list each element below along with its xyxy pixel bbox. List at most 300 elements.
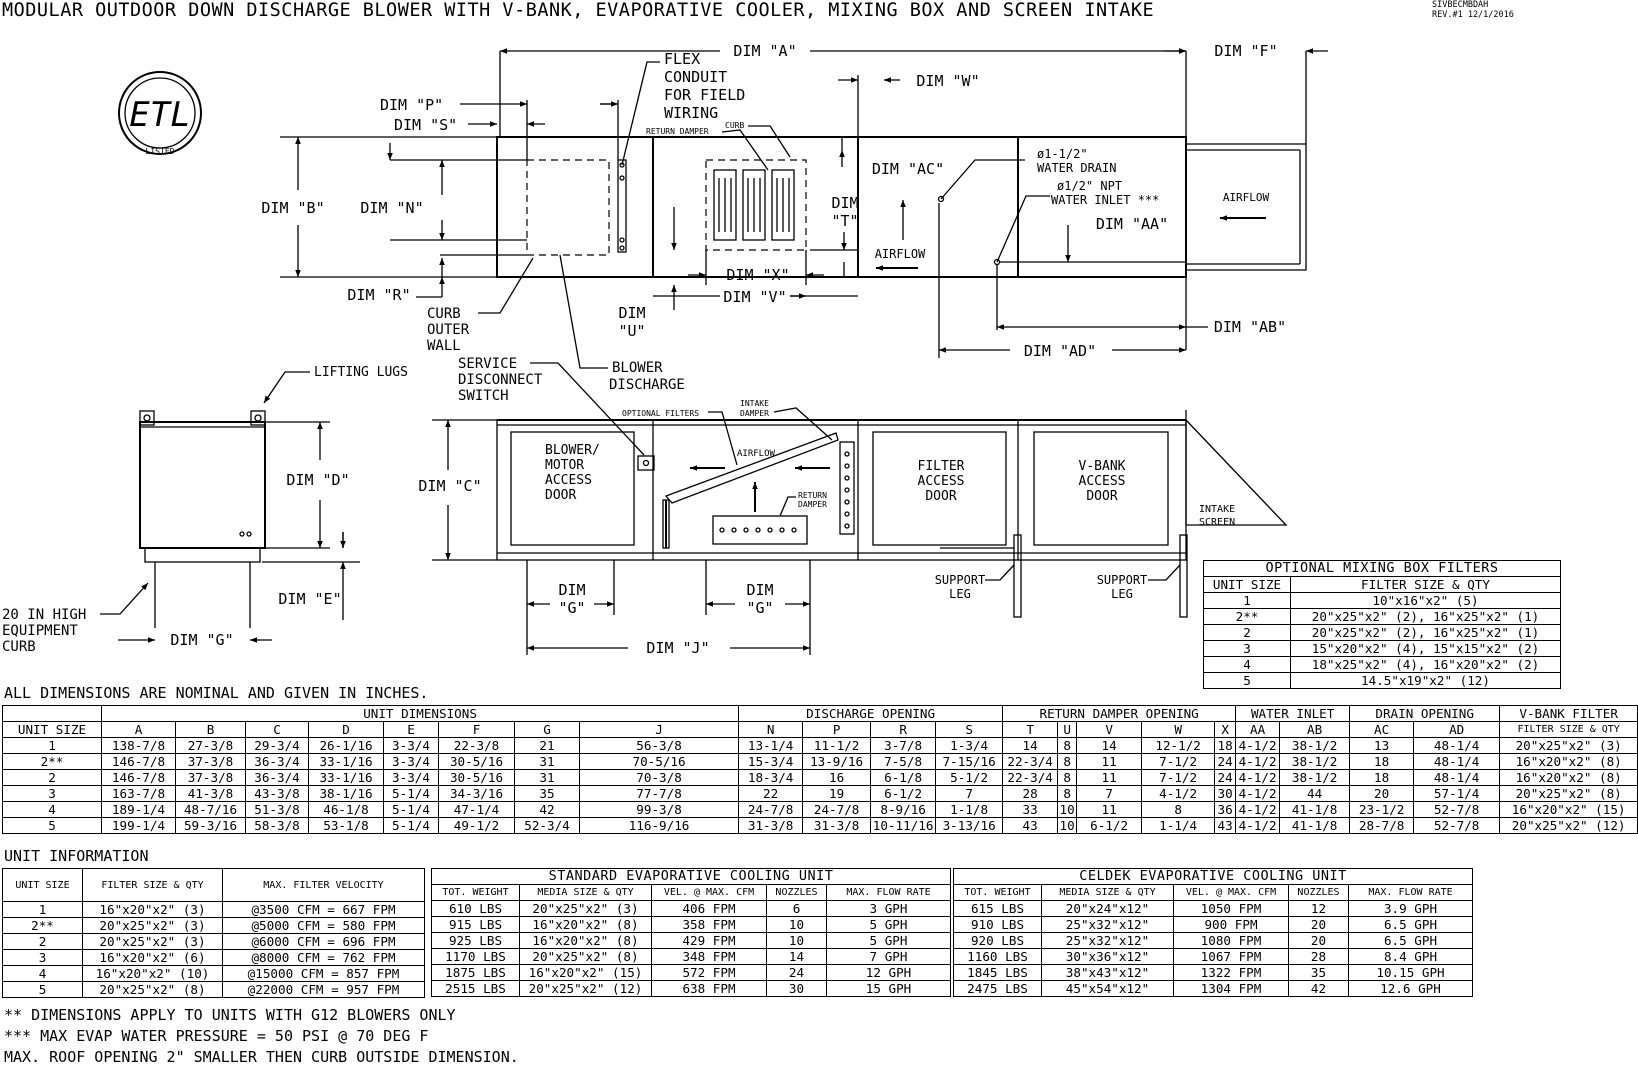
dim-row-cell: 38-1/2 bbox=[1280, 770, 1350, 786]
dim-body bbox=[3, 738, 1638, 834]
dim-p-label: DIM "P" bbox=[380, 96, 444, 114]
blower-door-label-1: BLOWER/ bbox=[545, 443, 600, 458]
dim-g-label-1a: DIM bbox=[558, 581, 586, 599]
dim-row-cell: 1-1/4 bbox=[1142, 818, 1215, 834]
dim-row-cell: 11 bbox=[1077, 770, 1142, 786]
dim-row-cell: 146-7/8 bbox=[102, 754, 176, 770]
dim-row-cell: 18 bbox=[1215, 738, 1236, 754]
dim-row-cell: 11-1/2 bbox=[803, 738, 871, 754]
dim-column-header: G bbox=[515, 722, 580, 738]
ui-row bbox=[3, 934, 425, 950]
dim-row-cell: 36-3/4 bbox=[246, 754, 309, 770]
dim-ad-label: DIM "AD" bbox=[1023, 342, 1097, 360]
ui-row-cell: 2 bbox=[3, 934, 83, 950]
mbf-row bbox=[1204, 641, 1561, 657]
std-row-cell: 1875 LBS bbox=[432, 965, 520, 981]
dim-t-label-2: "T" bbox=[831, 212, 859, 230]
dim-row-cell: 11 bbox=[1077, 754, 1142, 770]
dim-r-label: DIM "R" bbox=[347, 286, 411, 304]
dim-row-cell: 6-1/2 bbox=[1077, 818, 1142, 834]
dim-row-cell: 22-3/4 bbox=[1003, 770, 1058, 786]
dim-row-cell: 13 bbox=[1350, 738, 1414, 754]
dim-row-cell: 36-3/4 bbox=[246, 770, 309, 786]
dim-row-cell: 24 bbox=[1215, 754, 1236, 770]
ui-row-cell: 5 bbox=[3, 982, 83, 998]
airflow-label-side: AIRFLOW bbox=[737, 449, 775, 459]
dim-row-cell: 31 bbox=[515, 754, 580, 770]
std-row-cell: 406 FPM bbox=[652, 901, 767, 917]
std-row bbox=[432, 901, 951, 917]
dim-row-cell: 28 bbox=[1003, 786, 1058, 802]
dim-row-cell: 4-1/2 bbox=[1236, 754, 1280, 770]
mbf-row-cell: 4 bbox=[1204, 657, 1291, 673]
dim-row bbox=[3, 818, 1638, 834]
dim-row-cell: 23-1/2 bbox=[1350, 802, 1414, 818]
dim-row-cell: 6-1/8 bbox=[871, 770, 936, 786]
std-row-cell: 20"x25"x2" (8) bbox=[520, 949, 652, 965]
curb-20in-label-2: EQUIPMENT bbox=[2, 623, 78, 639]
cel-column-header: VEL. @ MAX. CFM bbox=[1174, 885, 1289, 901]
dim-row-cell: 4-1/2 bbox=[1142, 786, 1215, 802]
std-row bbox=[432, 981, 951, 997]
dim-row-cell: 53-1/8 bbox=[309, 818, 384, 834]
dim-row-cell: 13-1/4 bbox=[739, 738, 803, 754]
dim-group-blank bbox=[3, 706, 102, 722]
ui-row bbox=[3, 950, 425, 966]
cel-row bbox=[954, 965, 1473, 981]
cel-row bbox=[954, 949, 1473, 965]
std-row bbox=[432, 949, 951, 965]
dim-f-label: DIM "F" bbox=[1214, 42, 1278, 60]
mbf-row-cell: 2** bbox=[1204, 609, 1291, 625]
dim-group-discharge: DISCHARGE OPENING bbox=[739, 706, 1003, 722]
dim-row-cell: 14 bbox=[1077, 738, 1142, 754]
std-row-cell: 572 FPM bbox=[652, 965, 767, 981]
std-column-header: TOT. WEIGHT bbox=[432, 885, 520, 901]
dim-row-cell: 22 bbox=[739, 786, 803, 802]
intake-damper-label-2: DAMPER bbox=[740, 409, 769, 418]
std-column-header: MEDIA SIZE & QTY bbox=[520, 885, 652, 901]
mbf-row bbox=[1204, 609, 1561, 625]
dim-row-cell: 48-1/4 bbox=[1414, 738, 1500, 754]
dim-row-cell: 163-7/8 bbox=[102, 786, 176, 802]
dim-column-header: S bbox=[936, 722, 1003, 738]
dim-row-cell: 43 bbox=[1215, 818, 1236, 834]
std-column-header: MAX. FLOW RATE bbox=[827, 885, 951, 901]
std-row-cell: 638 FPM bbox=[652, 981, 767, 997]
ui-row-cell: @3500 CFM = 667 FPM bbox=[223, 902, 425, 918]
ui-row-cell: 16"x20"x2" (3) bbox=[83, 902, 223, 918]
flex-conduit-label-3: FOR FIELD bbox=[664, 86, 746, 104]
support-leg-label-1b: LEG bbox=[949, 587, 971, 601]
dim-column-header: W bbox=[1142, 722, 1215, 738]
dim-row-cell: 16"x20"x2" (8) bbox=[1500, 754, 1638, 770]
dim-row-cell: 29-3/4 bbox=[246, 738, 309, 754]
dim-aa-label: DIM "AA" bbox=[1095, 215, 1169, 233]
water-inlet-size: ø1/2" NPT bbox=[1057, 179, 1123, 193]
dim-x-label: DIM "X" bbox=[726, 266, 790, 284]
dim-row-cell: 99-3/8 bbox=[580, 802, 739, 818]
dim-row-cell: 26-1/16 bbox=[309, 738, 384, 754]
dim-row-cell: 22-3/4 bbox=[1003, 754, 1058, 770]
dim-c-label: DIM "C" bbox=[418, 477, 482, 495]
curb-outer-wall-label-1: CURB bbox=[427, 306, 461, 322]
std-row-cell: 1170 LBS bbox=[432, 949, 520, 965]
std-row-cell: 358 FPM bbox=[652, 917, 767, 933]
dim-row-cell: 38-1/2 bbox=[1280, 754, 1350, 770]
ui-row-cell: 20"x25"x2" (3) bbox=[83, 918, 223, 934]
dim-row-cell: 31-3/8 bbox=[803, 818, 871, 834]
dim-row-cell: 146-7/8 bbox=[102, 770, 176, 786]
revision-date: REV.#1 12/1/2016 bbox=[1432, 10, 1514, 20]
dim-row-cell: 7 bbox=[936, 786, 1003, 802]
std-row bbox=[432, 917, 951, 933]
dim-t-label-1: DIM bbox=[831, 194, 859, 212]
cel-row-cell: 12 bbox=[1289, 901, 1349, 917]
dim-row-cell: 21 bbox=[515, 738, 580, 754]
dim-row-cell: 8 bbox=[1058, 754, 1077, 770]
ui-row-cell: @6000 CFM = 696 FPM bbox=[223, 934, 425, 950]
dim-column-header: U bbox=[1058, 722, 1077, 738]
return-damper-side-label-2: DAMPER bbox=[798, 500, 827, 509]
intake-screen-label-1: INTAKE bbox=[1199, 504, 1236, 515]
cel-row-cell: 1080 FPM bbox=[1174, 933, 1289, 949]
blower-door-label-3: ACCESS bbox=[545, 473, 592, 488]
dim-u-label-2: "U" bbox=[618, 322, 646, 340]
dim-row-cell: 15-3/4 bbox=[739, 754, 803, 770]
dim-group-return: RETURN DAMPER OPENING bbox=[1003, 706, 1236, 722]
support-leg-label-2b: LEG bbox=[1111, 587, 1133, 601]
dim-u-label-1: DIM bbox=[618, 304, 646, 322]
nominal-note: ALL DIMENSIONS ARE NOMINAL AND GIVEN IN INCHES. bbox=[4, 684, 429, 702]
plan-view bbox=[261, 42, 1328, 393]
dim-g-label-2a: DIM bbox=[746, 581, 774, 599]
dim-row-cell: 31 bbox=[515, 770, 580, 786]
dim-row-cell: 43-3/8 bbox=[246, 786, 309, 802]
blower-door-label-2: MOTOR bbox=[545, 458, 585, 473]
std-body bbox=[432, 901, 951, 997]
dim-row-cell: 2** bbox=[3, 754, 102, 770]
dim-row-cell: 77-7/8 bbox=[580, 786, 739, 802]
mbf-body bbox=[1204, 593, 1561, 689]
standard-evap-title: STANDARD EVAPORATIVE COOLING UNIT bbox=[432, 869, 951, 885]
dim-row-cell: 41-1/8 bbox=[1280, 818, 1350, 834]
water-drain-label: WATER DRAIN bbox=[1037, 161, 1117, 175]
mbf-row-cell: 3 bbox=[1204, 641, 1291, 657]
mbf-row-cell: 20"x25"x2" (2), 16"x25"x2" (1) bbox=[1291, 625, 1561, 641]
ui-row-cell: @8000 CFM = 762 FPM bbox=[223, 950, 425, 966]
dim-row-cell: 37-3/8 bbox=[176, 770, 246, 786]
ui-row-cell: 16"x20"x2" (6) bbox=[83, 950, 223, 966]
unit-info-title: UNIT INFORMATION bbox=[4, 847, 149, 865]
cel-row-cell: 920 LBS bbox=[954, 933, 1042, 949]
cel-row-cell: 1160 LBS bbox=[954, 949, 1042, 965]
dim-row-cell: 51-3/8 bbox=[246, 802, 309, 818]
dim-row-cell: 27-3/8 bbox=[176, 738, 246, 754]
etl-logo bbox=[119, 72, 201, 156]
dim-n-label: DIM "N" bbox=[360, 199, 424, 217]
dim-column-header: P bbox=[803, 722, 871, 738]
dim-row-cell: 46-1/8 bbox=[309, 802, 384, 818]
dim-row-cell: 189-1/4 bbox=[102, 802, 176, 818]
dim-row-cell: 48-1/4 bbox=[1414, 754, 1500, 770]
std-column-header: VEL. @ MAX. CFM bbox=[652, 885, 767, 901]
footnote-3: MAX. ROOF OPENING 2" SMALLER THEN CURB OUTSIDE DIMENSION. bbox=[4, 1048, 519, 1066]
standard-evap-table bbox=[431, 868, 951, 997]
cel-row-cell: 20"x24"x12" bbox=[1042, 901, 1174, 917]
dim-group-unit: UNIT DIMENSIONS bbox=[102, 706, 739, 722]
dim-row-cell: 41-1/8 bbox=[1280, 802, 1350, 818]
dim-row-cell: 8 bbox=[1058, 786, 1077, 802]
cel-row bbox=[954, 981, 1473, 997]
dim-row-cell: 43 bbox=[1003, 818, 1058, 834]
ui-row bbox=[3, 966, 425, 982]
curb-20in-label-1: 20 IN HIGH bbox=[2, 607, 87, 623]
dim-row-cell: 30-5/16 bbox=[439, 770, 515, 786]
mbf-row-cell: 1 bbox=[1204, 593, 1291, 609]
cel-row bbox=[954, 917, 1473, 933]
cel-row-cell: 30"x36"x12" bbox=[1042, 949, 1174, 965]
intake-damper-label-1: INTAKE bbox=[740, 399, 769, 408]
dim-row-cell: 31-3/8 bbox=[739, 818, 803, 834]
drawing-id: SIVBECMBDAH bbox=[1432, 0, 1489, 10]
std-row-cell: 348 FPM bbox=[652, 949, 767, 965]
std-row-cell: 10 bbox=[767, 933, 827, 949]
support-leg-label-1a: SUPPORT bbox=[934, 573, 986, 587]
dim-row-cell: 28-7/8 bbox=[1350, 818, 1414, 834]
dim-row-cell: 19 bbox=[803, 786, 871, 802]
dim-row-cell: 3-13/16 bbox=[936, 818, 1003, 834]
mbf-row-cell: 15"x20"x2" (4), 15"x15"x2" (2) bbox=[1291, 641, 1561, 657]
dim-row-cell: 2 bbox=[3, 770, 102, 786]
dim-row bbox=[3, 786, 1638, 802]
ui-row-cell: 20"x25"x2" (3) bbox=[83, 934, 223, 950]
std-row-cell: 30 bbox=[767, 981, 827, 997]
dim-column-header: AD bbox=[1414, 722, 1500, 738]
dim-row-cell: 70-5/16 bbox=[580, 754, 739, 770]
return-damper-label: RETURN DAMPER bbox=[646, 127, 709, 136]
dim-row-cell: 8-9/16 bbox=[871, 802, 936, 818]
blower-discharge-outline bbox=[527, 160, 609, 255]
mbf-row-cell: 10"x16"x2" (5) bbox=[1291, 593, 1561, 609]
dim-row-cell: 49-1/2 bbox=[439, 818, 515, 834]
dim-row-cell: 33 bbox=[1003, 802, 1058, 818]
std-row-cell: 915 LBS bbox=[432, 917, 520, 933]
dim-row-cell: 30 bbox=[1215, 786, 1236, 802]
intake-screen-label-2: SCREEN bbox=[1199, 517, 1236, 528]
dim-row-cell: 6-1/2 bbox=[871, 786, 936, 802]
dim-v-label: DIM "V" bbox=[723, 288, 787, 306]
flex-conduit-label-4: WIRING bbox=[664, 104, 719, 122]
dim-row-cell: 1-3/4 bbox=[936, 738, 1003, 754]
dim-row-cell: 4-1/2 bbox=[1236, 786, 1280, 802]
cel-row-cell: 1067 FPM bbox=[1174, 949, 1289, 965]
footnote-2: *** MAX EVAP WATER PRESSURE = 50 PSI @ 70 DEG F bbox=[4, 1027, 429, 1045]
unit-info-table bbox=[2, 868, 425, 998]
service-switch-label-1: SERVICE bbox=[458, 356, 518, 372]
mixing-box-filters-table bbox=[1203, 560, 1561, 689]
ui-row-cell: @5000 CFM = 580 FPM bbox=[223, 918, 425, 934]
cel-column-header: TOT. WEIGHT bbox=[954, 885, 1042, 901]
dim-row bbox=[3, 754, 1638, 770]
mbf-header-filter-size: FILTER SIZE & QTY bbox=[1291, 577, 1561, 593]
std-row-cell: 16"x20"x2" (8) bbox=[520, 933, 652, 949]
dim-row-cell: 70-3/8 bbox=[580, 770, 739, 786]
std-row-cell: 10 bbox=[767, 917, 827, 933]
std-row-cell: 16"x20"x2" (15) bbox=[520, 965, 652, 981]
dim-row-cell: 1 bbox=[3, 738, 102, 754]
support-leg-label-2a: SUPPORT bbox=[1096, 573, 1148, 587]
dim-row-cell: 5-1/2 bbox=[936, 770, 1003, 786]
dim-row-cell: 33-1/16 bbox=[309, 770, 384, 786]
dim-row-cell: 20 bbox=[1350, 786, 1414, 802]
dim-ac-label: DIM "AC" bbox=[871, 160, 945, 178]
dim-row-cell: 4-1/2 bbox=[1236, 818, 1280, 834]
dim-column-header: X bbox=[1215, 722, 1236, 738]
lifting-lugs-label: LIFTING LUGS bbox=[314, 365, 408, 380]
dim-row-cell: 42 bbox=[515, 802, 580, 818]
dim-row-cell: 33-1/16 bbox=[309, 754, 384, 770]
std-row-cell: 24 bbox=[767, 965, 827, 981]
water-drain-size: ø1-1/2" bbox=[1037, 147, 1088, 161]
dim-row-cell: 16"x20"x2" (15) bbox=[1500, 802, 1638, 818]
curb-outer-wall-label-3: WALL bbox=[427, 338, 461, 354]
std-row-cell: 5 GPH bbox=[827, 933, 951, 949]
std-row-cell: 12 GPH bbox=[827, 965, 951, 981]
dim-column-header: AA bbox=[1236, 722, 1280, 738]
dimensions-table bbox=[2, 705, 1638, 834]
dim-g-label-end: DIM "G" bbox=[170, 631, 234, 649]
dim-row bbox=[3, 738, 1638, 754]
dim-row-cell: 8 bbox=[1058, 738, 1077, 754]
std-row-cell: 610 LBS bbox=[432, 901, 520, 917]
dim-row-cell: 14 bbox=[1003, 738, 1058, 754]
std-row-cell: 7 GPH bbox=[827, 949, 951, 965]
dim-b-label: DIM "B" bbox=[261, 199, 325, 217]
mbf-row bbox=[1204, 673, 1561, 689]
std-row-cell: 5 GPH bbox=[827, 917, 951, 933]
return-damper-outline bbox=[706, 160, 806, 250]
dim-row-cell: 1-1/8 bbox=[936, 802, 1003, 818]
dim-row-cell: 44 bbox=[1280, 786, 1350, 802]
dim-row-cell: 24 bbox=[1215, 770, 1236, 786]
dim-row-cell: 7-1/2 bbox=[1142, 770, 1215, 786]
dim-row-cell: 37-3/8 bbox=[176, 754, 246, 770]
dim-column-header: T bbox=[1003, 722, 1058, 738]
dim-row-cell: 22-3/8 bbox=[439, 738, 515, 754]
ui-row-cell: 20"x25"x2" (8) bbox=[83, 982, 223, 998]
dim-column-header: V bbox=[1077, 722, 1142, 738]
return-damper-blades bbox=[714, 170, 794, 240]
dim-row-cell: 57-1/4 bbox=[1414, 786, 1500, 802]
dim-column-header: A bbox=[102, 722, 176, 738]
dim-row-cell: 3-3/4 bbox=[384, 754, 439, 770]
cel-row-cell: 12.6 GPH bbox=[1349, 981, 1473, 997]
celdek-evap-title: CELDEK EVAPORATIVE COOLING UNIT bbox=[954, 869, 1473, 885]
ui-row-cell: 4 bbox=[3, 966, 83, 982]
dim-column-header: E bbox=[384, 722, 439, 738]
dim-row-cell: 3 bbox=[3, 786, 102, 802]
vbank-door-label-1: V-BANK bbox=[1078, 459, 1126, 474]
dim-column-header: AC bbox=[1350, 722, 1414, 738]
dim-row-cell: 52-7/8 bbox=[1414, 802, 1500, 818]
dim-s-label: DIM "S" bbox=[394, 116, 458, 134]
dim-row-cell: 13-9/16 bbox=[803, 754, 871, 770]
cel-row-cell: 1050 FPM bbox=[1174, 901, 1289, 917]
ui-header-filter-size: FILTER SIZE & QTY bbox=[83, 869, 223, 902]
side-elevation bbox=[418, 356, 1286, 657]
std-row-cell: 20"x25"x2" (12) bbox=[520, 981, 652, 997]
cel-body bbox=[954, 901, 1473, 997]
ui-row-cell: 16"x20"x2" (10) bbox=[83, 966, 223, 982]
dim-row-cell: 5-1/4 bbox=[384, 818, 439, 834]
mbf-row-cell: 18"x25"x2" (4), 16"x20"x2" (2) bbox=[1291, 657, 1561, 673]
cel-row bbox=[954, 933, 1473, 949]
cel-row-cell: 910 LBS bbox=[954, 917, 1042, 933]
std-row-cell: 429 FPM bbox=[652, 933, 767, 949]
mbf-row-cell: 14.5"x19"x2" (12) bbox=[1291, 673, 1561, 689]
dim-row-cell: 47-1/4 bbox=[439, 802, 515, 818]
dim-row-cell: 58-3/8 bbox=[246, 818, 309, 834]
etl-logo-sub: LISTED bbox=[145, 147, 175, 156]
dim-e-label: DIM "E" bbox=[278, 590, 342, 608]
mixing-box-filters-title: OPTIONAL MIXING BOX FILTERS bbox=[1204, 561, 1561, 577]
dim-column-header: C bbox=[246, 722, 309, 738]
cel-column-header: MEDIA SIZE & QTY bbox=[1042, 885, 1174, 901]
cel-row-cell: 6.5 GPH bbox=[1349, 933, 1473, 949]
filter-door-label-1: FILTER bbox=[917, 459, 965, 474]
dim-row-cell: 8 bbox=[1058, 770, 1077, 786]
dim-row-cell: 20"x25"x2" (8) bbox=[1500, 786, 1638, 802]
dim-row-cell: 116-9/16 bbox=[580, 818, 739, 834]
blower-door-label-4: DOOR bbox=[545, 488, 577, 503]
dim-row-cell: 48-1/4 bbox=[1414, 770, 1500, 786]
dim-row-cell: 3-3/4 bbox=[384, 738, 439, 754]
dim-row-cell: 12-1/2 bbox=[1142, 738, 1215, 754]
cel-row-cell: 20 bbox=[1289, 917, 1349, 933]
cel-column-header: MAX. FLOW RATE bbox=[1349, 885, 1473, 901]
mbf-row bbox=[1204, 657, 1561, 673]
dim-row-cell: 18-3/4 bbox=[739, 770, 803, 786]
dim-row-cell: 10-11/16 bbox=[871, 818, 936, 834]
ui-row bbox=[3, 902, 425, 918]
cel-row-cell: 900 FPM bbox=[1174, 917, 1289, 933]
dim-row-cell: 56-3/8 bbox=[580, 738, 739, 754]
mbf-row-cell: 2 bbox=[1204, 625, 1291, 641]
ui-row-cell: 1 bbox=[3, 902, 83, 918]
dim-row-cell: 52-7/8 bbox=[1414, 818, 1500, 834]
cel-column-header: NOZZLES bbox=[1289, 885, 1349, 901]
std-column-header: NOZZLES bbox=[767, 885, 827, 901]
etl-logo-text: ETL bbox=[129, 95, 191, 135]
footnote-1: ** DIMENSIONS APPLY TO UNITS WITH G12 BLOWERS ONLY bbox=[4, 1006, 456, 1024]
dim-row-cell: 18 bbox=[1350, 770, 1414, 786]
dim-w-label: DIM "W" bbox=[916, 72, 980, 90]
optional-filters-label: OPTIONAL FILTERS bbox=[622, 409, 700, 418]
dim-row-cell: 48-7/16 bbox=[176, 802, 246, 818]
cel-row-cell: 3.9 GPH bbox=[1349, 901, 1473, 917]
dim-row-cell: 16"x20"x2" (8) bbox=[1500, 770, 1638, 786]
filter-door-label-3: DOOR bbox=[925, 489, 957, 504]
service-switch-label-3: SWITCH bbox=[458, 388, 509, 404]
cel-row-cell: 20 bbox=[1289, 933, 1349, 949]
filter-door-label-2: ACCESS bbox=[917, 474, 965, 489]
dim-row-cell: 20"x25"x2" (12) bbox=[1500, 818, 1638, 834]
dim-row bbox=[3, 770, 1638, 786]
dim-column-header: R bbox=[871, 722, 936, 738]
dim-row bbox=[3, 802, 1638, 818]
cel-row-cell: 25"x32"x12" bbox=[1042, 933, 1174, 949]
